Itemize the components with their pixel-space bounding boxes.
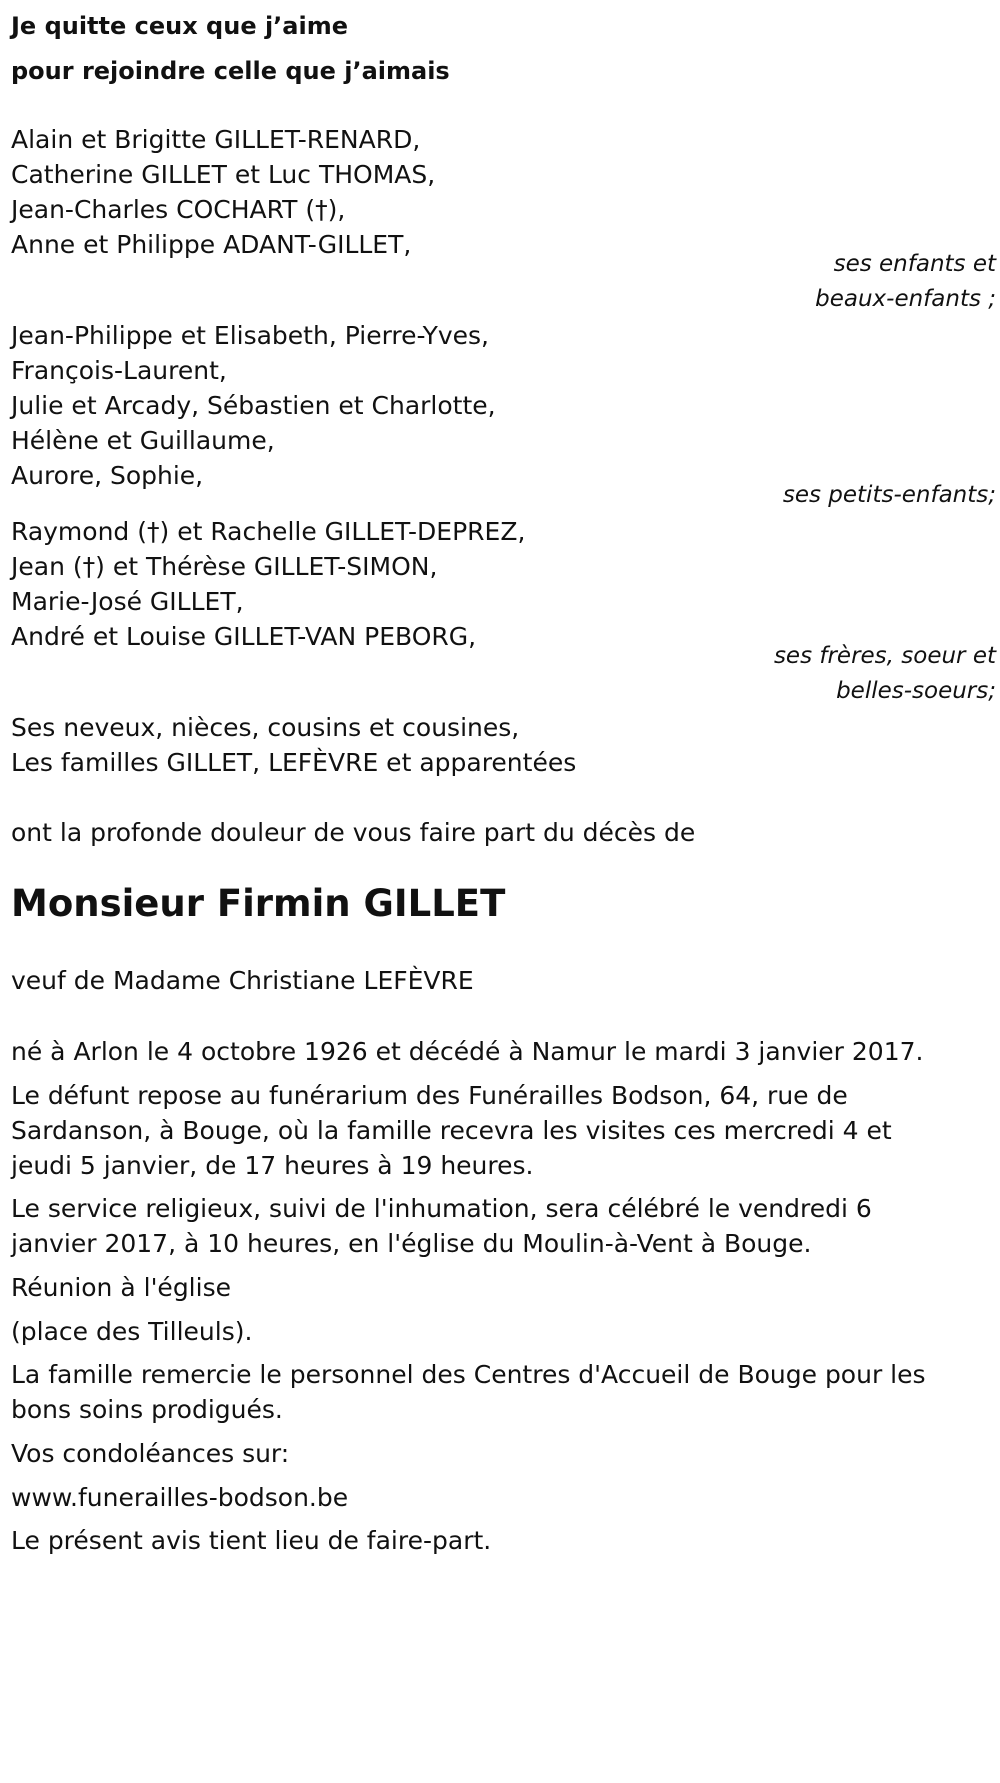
announcement-text: ont la profonde douleur de vous faire part du décès de <box>11 818 696 847</box>
thanks-text-line-1: La famille remercie le personnel des Centres d'Accueil de Bouge pour les <box>11 1360 926 1389</box>
grandchildren-name: Julie et Arcady, Sébastien et Charlotte, <box>11 391 496 420</box>
grandchildren-name: François-Laurent, <box>11 356 227 385</box>
grandchildren-relation: ses petits-enfants; <box>782 482 996 508</box>
siblings-relation-line-1: ses frères, soeur et <box>773 643 996 669</box>
sibling-name: Raymond (†) et Rachelle GILLET-DEPREZ, <box>11 517 526 546</box>
extended-family-line-1: Ses neveux, nièces, cousins et cousines, <box>11 713 520 742</box>
condolences-label: Vos condoléances sur: <box>11 1439 290 1468</box>
grandchildren-name: Hélène et Guillaume, <box>11 426 275 455</box>
children-name: Jean-Charles COCHART (†), <box>11 195 346 224</box>
sibling-name: André et Louise GILLET-VAN PEBORG, <box>11 622 477 651</box>
service-text-line-1: Le service religieux, suivi de l'inhumation, sera célébré le vendredi 6 <box>11 1194 872 1223</box>
closing-text: Le présent avis tient lieu de faire-part. <box>11 1526 492 1555</box>
sibling-name: Marie-José GILLET, <box>11 587 244 616</box>
website-text: www.funerailles-bodson.be <box>11 1483 349 1512</box>
grandchildren-name: Aurore, Sophie, <box>11 461 204 490</box>
rest-text-line-1: Le défunt repose au funérarium des Funérailles Bodson, 64, rue de <box>11 1081 848 1110</box>
epitaph-line-1: Je quitte ceux que j’aime <box>11 12 349 40</box>
grandchildren-name: Jean-Philippe et Elisabeth, Pierre-Yves, <box>11 321 489 350</box>
sibling-name: Jean (†) et Thérèse GILLET-SIMON, <box>11 552 438 581</box>
children-name: Catherine GILLET et Luc THOMAS, <box>11 160 436 189</box>
widower-of: veuf de Madame Christiane LEFÈVRE <box>11 966 474 995</box>
children-relation-line-1: ses enfants et <box>833 251 996 277</box>
rest-text-line-2: Sardanson, à Bouge, où la famille recevra les visites ces mercredi 4 et <box>11 1116 892 1145</box>
meeting-text-line-1: Réunion à l'église <box>11 1273 231 1302</box>
children-name: Anne et Philippe ADANT-GILLET, <box>11 230 412 259</box>
children-name: Alain et Brigitte GILLET-RENARD, <box>11 125 421 154</box>
thanks-text-line-2: bons soins prodigués. <box>11 1395 283 1424</box>
birth-death-text: né à Arlon le 4 octobre 1926 et décédé à Namur le mardi 3 janvier 2017. <box>11 1037 924 1066</box>
children-relation-line-2: beaux-enfants ; <box>815 286 996 312</box>
deceased-name: Monsieur Firmin GILLET <box>11 882 506 925</box>
meeting-text-line-2: (place des Tilleuls). <box>11 1317 253 1346</box>
extended-family-line-2: Les familles GILLET, LEFÈVRE et apparentées <box>11 748 577 777</box>
epitaph-line-2: pour rejoindre celle que j’aimais <box>11 57 450 85</box>
rest-text-line-3: jeudi 5 janvier, de 17 heures à 19 heures. <box>11 1151 534 1180</box>
service-text-line-2: janvier 2017, à 10 heures, en l'église du Moulin-à-Vent à Bouge. <box>11 1229 812 1258</box>
siblings-relation-line-2: belles-soeurs; <box>836 678 996 704</box>
